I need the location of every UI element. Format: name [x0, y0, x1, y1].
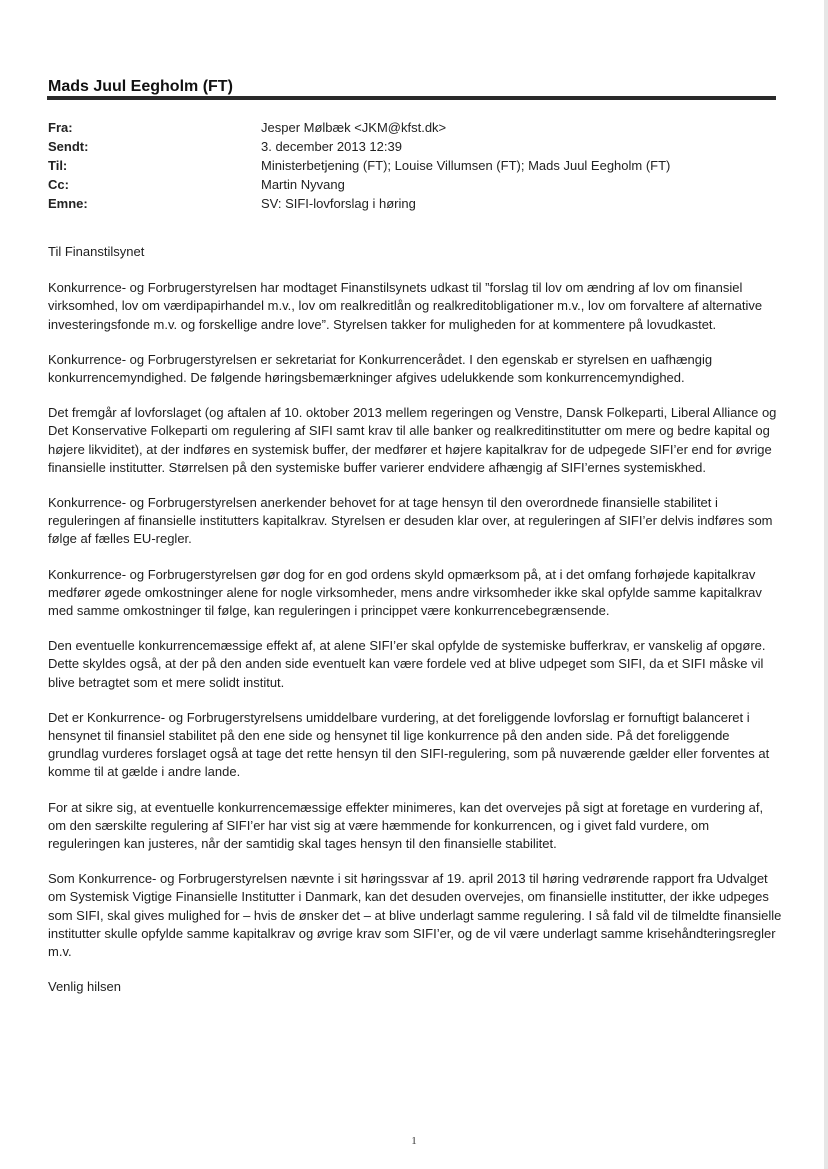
header-value-to: Ministerbetjening (FT); Louise Villumsen (FT); Mads Juul Eegholm (FT) [261, 158, 671, 173]
header-label-subject: Emne: [48, 196, 88, 211]
body-paragraph-7: Det er Konkurrence- og Forbrugerstyrelsens umiddelbare vurdering, at det foreliggende lovforslag er fornuftigt balanceret i hensynet til finansiel stabilitet på den ene side og hensynet til lige konkurrence på den anden side. På det foreliggende grundlag vurderes forslaget også at tage det rette hensyn til den SIFI-regulering, som på nuværende gælder eller forventes at komme til at gælde i andre lande. [48, 709, 770, 780]
body-paragraph-3: Det fremgår af lovforslaget (og aftalen af 10. oktober 2013 mellem regeringen og Venstre, Dansk Folkeparti, Liberal Alliance og Det Konservative Folkeparti om regulering af SIFI samt krav til alle banker og realkreditinstitutter om mere og bedre kapital og højere likviditet), at der indføres en systemisk buffer, der medfører et højere kapitalkrav for de udpegede SIFI’er end for øvrige finansielle institutter. Størrelsen på den systemiske buffer varierer endvidere afhængig af SIFI’ernes systemiskhed. [48, 405, 777, 475]
header-row-cc [48, 175, 776, 194]
title-rule [47, 96, 776, 100]
header-row-sent [48, 137, 776, 156]
body-paragraph-6: Den eventuelle konkurrencemæssige effekt af, at alene SIFI’er skal opfylde de systemiske bufferkrav, er vanskelig af opgøre. Dette skyldes også, at der på den anden side eventuelt kan være fordele ved at blive udpeget som SIFI, da et SIFI måske vil blive betragtet som et mere solidt institut. [48, 638, 766, 690]
body-paragraph-5: Konkurrence- og Forbrugerstyrelsen gør dog for en god ordens skyld opmærksom på, at i det omfang forhøjede kapitalkrav medfører øgede omkostninger alene for nogle virksomheder, mens andre virksomheder ikke skal opfylde samme kapitalkrav med samme omkostninger til følge, kan reguleringen i princippet være konkurrencebegrænsende. [48, 566, 762, 619]
header-value-from: Jesper Mølbæk <JKM@kfst.dk> [261, 120, 447, 135]
header-row-to [48, 156, 776, 175]
body-paragraph-1: Konkurrence- og Forbrugerstyrelsen har modtaget Finanstilsynets udkast til ”forslag til lov om ændring af lov om finansiel virksomhed, lov om værdipapirhandel m.v., lov om realkreditlån og realkreditobligationer m.v., lov om forvaltere af alternative investeringsfonde m.v. og forskellige andre love”. Styrelsen takker for muligheden for at kommentere på lovudkastet. [48, 280, 763, 332]
body-paragraph-9: Som Konkurrence- og Forbrugerstyrelsen nævnte i sit høringssvar af 19. april 2013 til høring vedrørende rapport fra Udvalget om Systemisk Vigtige Finansielle Institutter i Danmark, kan det desuden overvejes, om finansielle institutter, der ikke udpeges som SIFI, skal gives mulighed for – hvis de ønsker det – at blive underlagt samme regulering. I så fald vil de tilmeldte finansielle institutter skulle opfylde samme kapitalkrav og øvrige krav som SIFI’er, og de vil være underlagt samme krisehåndteringsregler m.v. [48, 871, 782, 960]
header-value-cc: Martin Nyvang [261, 177, 345, 192]
email-headers [48, 118, 776, 213]
header-value-subject: SV: SIFI-lovforslag i høring [261, 196, 416, 211]
salutation: Til Finanstilsynet [48, 244, 145, 259]
email-body [48, 243, 783, 1014]
closing: Venlig hilsen [48, 979, 121, 995]
header-value-sent: 3. december 2013 12:39 [261, 139, 402, 154]
header-label-sent: Sendt: [48, 139, 89, 154]
sender-title: Mads Juul Eegholm (FT) [48, 78, 233, 95]
header-label-to: Til: [48, 158, 68, 173]
body-paragraph-2: Konkurrence- og Forbrugerstyrelsen er sekretariat for Konkurrencerådet. I den egenskab er styrelsen en uafhængig konkurrencemyndighed. De følgende høringsbemærkninger afgives udelukkende som konkurrencemyndighed. [48, 351, 713, 386]
body-paragraph-4: Konkurrence- og Forbrugerstyrelsen anerkender behovet for at tage hensyn til den overordnede finansielle stabilitet i reguleringen af finansielle institutters kapitalkrav. Styrelsen er desuden klar over, at reguleringen af SIFI’er delvis indføres som følge af fælles EU-regler. [48, 495, 773, 547]
body-paragraph-8: For at sikre sig, at eventuelle konkurrencemæssige effekter minimeres, kan det overvejes på sigt at foretage en vurdering af, om den særskilte regulering af SIFI’er har vist sig at være hæmmende for konkurrencen, og i givet fald vurdere, om reguleringen kan justeres, når der samtidig skal tages hensyn til den finansielle stabilitet. [48, 799, 764, 852]
page-edge [824, 0, 828, 1169]
header-label-cc: Cc: [48, 177, 69, 192]
header-row-from [48, 118, 776, 137]
header-label-from: Fra: [48, 120, 73, 135]
page-number: 1 [411, 1135, 417, 1147]
header-row-subject [48, 194, 776, 213]
